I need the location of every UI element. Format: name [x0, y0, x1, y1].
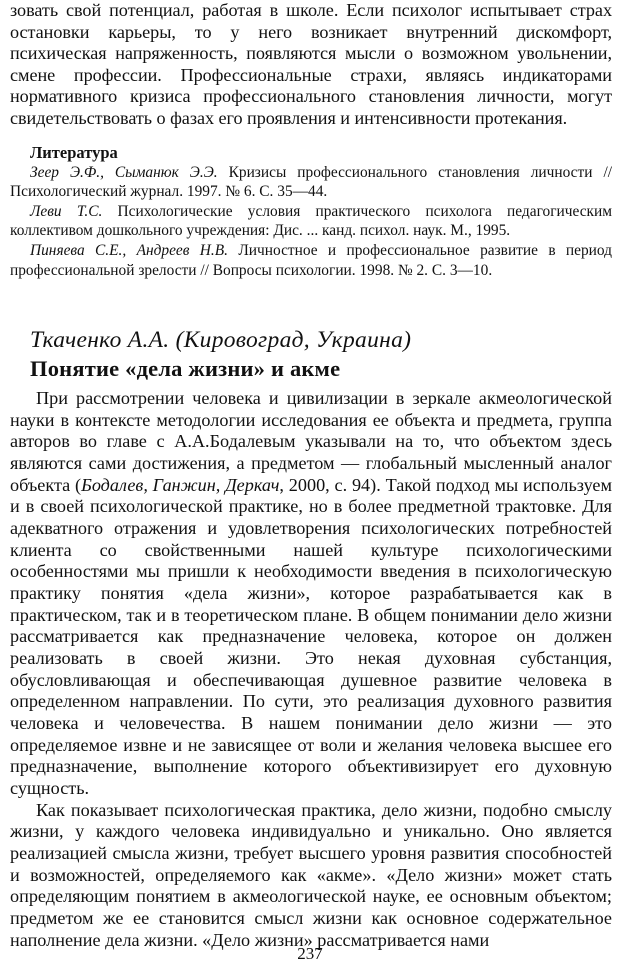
article-paragraph-2: Как показывает психологическая практика, дело жизни, подобно смыслу жизни, у каждого человека индивидуально и уникально. Оно является реализацией смысла жизни, требует высшего уровня развития способностей и возможностей, определяемого как «акме». «Дело жизни» может стать определяющим понятием в акмеологической науке, ее основным объектом; предметом же ее становится смысл жизни как основное содержательное наполнение дела жизни. «Дело жизни» рассматривается нами	[10, 799, 612, 950]
citation-authors: Бодалев, Ганжин, Деркач	[81, 474, 280, 495]
book-page	[10, 0, 612, 951]
article-title: Понятие «дела жизни» и акме	[30, 356, 341, 382]
reference-text: Психологические условия практического психолога педагогическим коллективом дошкольного учреждения: Дис. ... канд. психол. наук. М., 1995.	[10, 202, 612, 240]
paragraph-text: , 2000, с. 94). Такой подход мы используем и в своей психологической практике, но в более предметной трактовке. Для адекватного отражения и удовлетворения психологических потребностей клиента со свойственными нашей культуре психологическими особенностями мы пришли к необходимости введения в психологическую практику понятия «дела жизни», которое разрабатывается как в практическом, так и в теоретическом плане. В общем понимании дело жизни рассматривается как предназначение человека, которое он должен реализовать в своей жизни. Это некая духовная субстанция, обусловливающая и обеспечивающая душевное развитие человека в определенном направлении. По сути, это реализация духовного развития человека и человечества. В нашем понимании дело жизни — это определяемое извне и не зависящее от воли и желания человека высшее его предназначение, выполнение которого объективизирует его духовную сущность.	[10, 474, 612, 798]
reference-text: Личностное и профессиональное развитие в период профессиональной зрелости // Вопросы психологии. 1998. № 2. С. 3—10.	[10, 241, 612, 279]
previous-article-ending	[10, 0, 612, 130]
reference-authors: Леви Т.С.	[30, 202, 103, 220]
page-number: 237	[297, 944, 323, 963]
article-paragraph-1	[10, 388, 612, 799]
article-author: Ткаченко А.А. (Кировоград, Украина)	[30, 327, 412, 354]
references-title: Литература	[30, 142, 118, 162]
closing-paragraph: зовать свой потенциал, работая в школе. Если психолог испытывает страх остановки карьеры, то у него возникает внутренний дискомфорт, психическая напряженность, появляются мысли о возможном увольнении, смене профессии. Профессиональные страхи, являясь индикаторами нормативного кризиса профессионального становления личности, могут свидетельствовать о фазах его проявления и интенсивности протекания.	[10, 0, 612, 128]
reference-text: Кризисы профессионального становления личности // Психологический журнал. 1997. № 6. С. 35—44.	[10, 163, 612, 201]
article-section	[10, 326, 612, 951]
reference-item	[10, 202, 612, 241]
paragraph-text: При рассмотрении человека и цивилизации в зеркале акмеологической науки в контексте методологии исследования ее объекта и предмета, группа авторов во главе с А.А.Бодалевым указывали на то, что объектом здесь являются сами достижения, а предметом — глобальный мысленный аналог объекта (	[10, 388, 612, 495]
reference-item	[10, 241, 612, 280]
reference-authors: Пиняева С.Е., Андреев Н.В.	[30, 241, 228, 259]
reference-item	[10, 163, 612, 202]
references-section	[10, 143, 612, 281]
reference-authors: Зеер Э.Ф., Сыманюк Э.Э.	[30, 163, 218, 181]
